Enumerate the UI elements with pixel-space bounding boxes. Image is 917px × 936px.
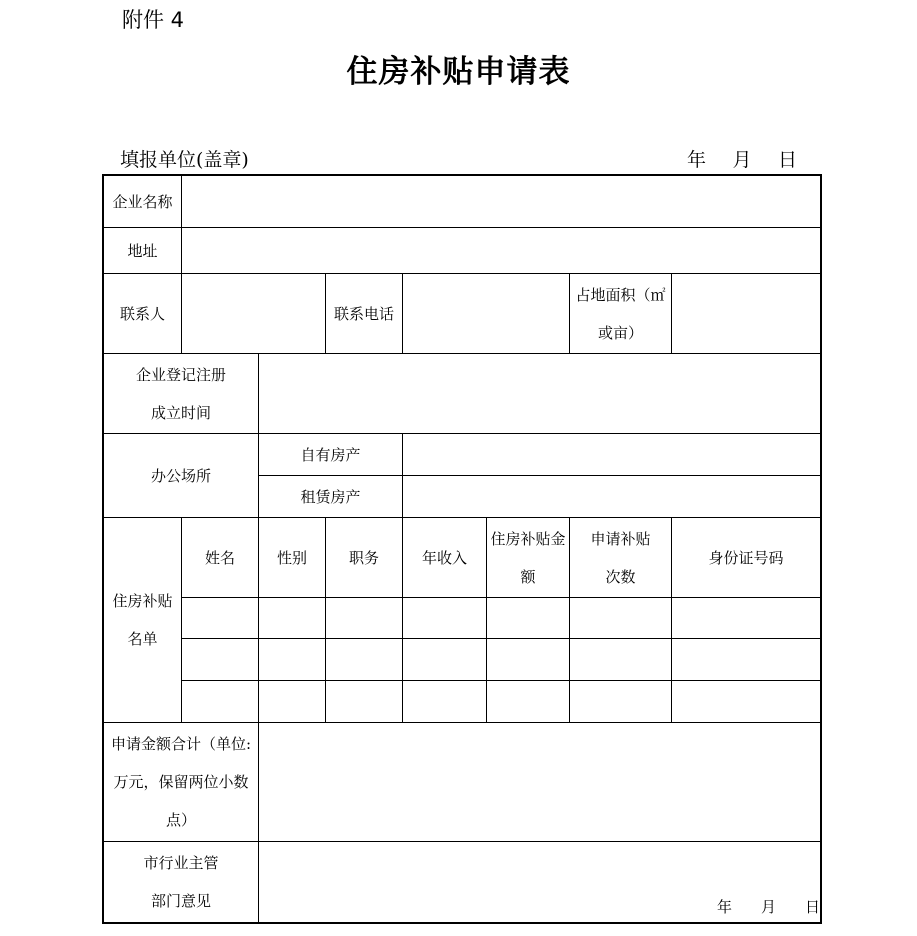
total-amount-field[interactable]: [258, 722, 821, 842]
col-id-label: [671, 517, 821, 598]
office-rented-field[interactable]: [402, 475, 821, 518]
cell-income[interactable]: [402, 680, 487, 723]
address-label: [103, 227, 182, 274]
col-position-label: [325, 517, 403, 598]
company-name-field[interactable]: [181, 175, 821, 228]
office-owned-field[interactable]: [402, 433, 821, 476]
land-area-text-2: 或亩）: [597, 323, 643, 342]
cell-id[interactable]: [671, 638, 821, 681]
office-owned-text: 自有房产: [300, 445, 361, 464]
cell-name[interactable]: [181, 597, 259, 639]
subsidy-list-text-2: 名单: [127, 630, 158, 648]
cell-id[interactable]: [671, 597, 821, 639]
total-text-2: 万元，保留两位小数: [113, 773, 249, 791]
subsidy-list-text-1: 住房补贴: [112, 592, 173, 610]
contact-person-label: [103, 273, 182, 354]
cell-amount[interactable]: [486, 597, 570, 639]
registration-text-1: 企业登记注册: [135, 365, 226, 384]
page-title: 住房补贴申请表: [346, 54, 571, 90]
company-name-text: 企业名称: [112, 192, 173, 211]
contact-phone-field[interactable]: [402, 273, 570, 354]
contact-person-field[interactable]: [181, 273, 326, 354]
col-times-text-2: 次数: [605, 567, 636, 586]
col-income-label: [402, 517, 487, 598]
contact-person-text: 联系人: [119, 304, 165, 323]
opinion-text-2: 部门意见: [150, 892, 211, 910]
land-area-field[interactable]: [671, 273, 821, 354]
total-label: [103, 722, 259, 842]
cell-name[interactable]: [181, 680, 259, 723]
col-times-text-1: 申请补贴: [590, 529, 651, 548]
address-text: 地址: [127, 241, 158, 260]
cell-times[interactable]: [569, 638, 672, 681]
office-label: [103, 433, 259, 518]
opinion-date-month: 月: [760, 898, 776, 916]
registration-label: [103, 353, 259, 434]
col-income-text: 年收入: [421, 548, 467, 567]
cell-name[interactable]: [181, 638, 259, 681]
date-year: 年: [687, 149, 707, 171]
cell-position[interactable]: [325, 638, 403, 681]
col-times-label: [569, 517, 672, 598]
col-name-text: 姓名: [204, 548, 235, 567]
cell-times[interactable]: [569, 597, 672, 639]
cell-position[interactable]: [325, 680, 403, 723]
col-amount-text-2: 额: [520, 567, 536, 586]
cell-gender[interactable]: [258, 597, 326, 639]
office-text: 办公场所: [150, 466, 211, 485]
cell-id[interactable]: [671, 680, 821, 723]
fill-date: [687, 145, 797, 172]
opinion-date-day: 日: [804, 898, 820, 916]
office-rented-text: 租赁房产: [300, 487, 361, 506]
col-amount-text-1: 住房补贴金: [490, 529, 566, 548]
land-area-label: [569, 273, 672, 354]
cell-amount[interactable]: [486, 638, 570, 681]
cell-income[interactable]: [402, 597, 487, 639]
office-rented-label: [258, 475, 403, 518]
cell-position[interactable]: [325, 597, 403, 639]
cell-income[interactable]: [402, 638, 487, 681]
date-day: 日: [777, 149, 797, 171]
company-name-label: [103, 175, 182, 228]
total-text-3: 点）: [165, 811, 196, 829]
total-text-1: 申请金额合计（单位:: [110, 735, 252, 753]
address-field[interactable]: [181, 227, 821, 274]
registration-date-field[interactable]: [258, 353, 821, 434]
land-area-text-1: 占地面积（㎡: [575, 285, 666, 304]
contact-phone-text: 联系电话: [333, 304, 394, 323]
col-id-text: 身份证号码: [708, 548, 784, 567]
date-month: 月: [732, 149, 752, 171]
col-amount-label: [486, 517, 570, 598]
opinion-date: [717, 896, 820, 917]
cell-times[interactable]: [569, 680, 672, 723]
registration-text-2: 成立时间: [150, 403, 211, 422]
col-gender-text: 性别: [276, 548, 307, 567]
col-name-label: [181, 517, 259, 598]
cell-gender[interactable]: [258, 638, 326, 681]
subsidy-list-label: [103, 517, 182, 723]
cell-gender[interactable]: [258, 680, 326, 723]
col-gender-label: [258, 517, 326, 598]
opinion-date-year: 年: [717, 898, 733, 916]
cell-amount[interactable]: [486, 680, 570, 723]
opinion-label: [103, 841, 259, 923]
opinion-text-1: 市行业主管: [143, 854, 219, 872]
contact-phone-label: [325, 273, 403, 354]
col-position-text: 职务: [348, 548, 379, 567]
attachment-label: 附件 4: [122, 8, 185, 32]
office-owned-label: [258, 433, 403, 476]
filling-unit-label: 填报单位(盖章): [120, 149, 249, 171]
